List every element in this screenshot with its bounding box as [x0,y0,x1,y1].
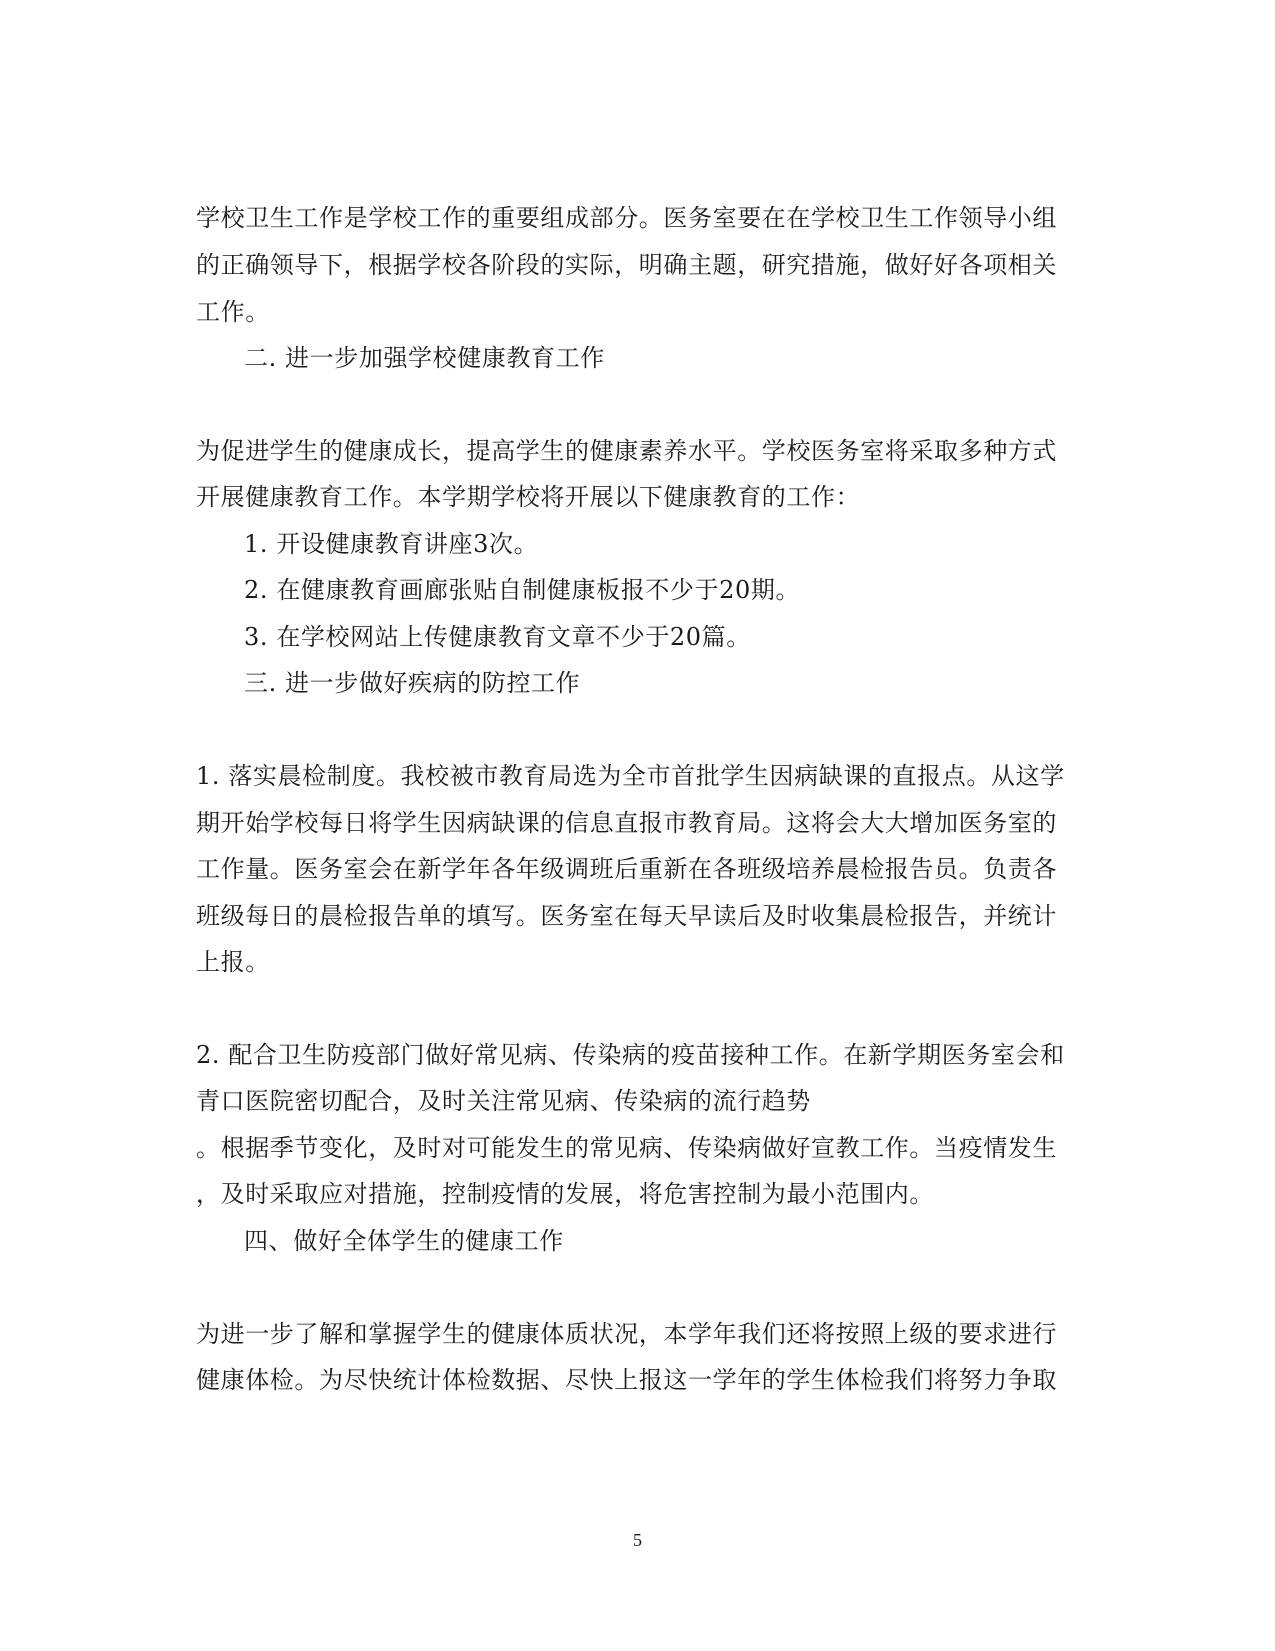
section-4-heading: 四、做好全体学生的健康工作 [244,1227,564,1255]
section-3-item-1-line-2: 期开始学校每日将学生因病缺课的信息直报市教育局。这将会大大增加医务室的 [196,809,1057,837]
section-3-item-1-line-5: 上报。 [196,948,270,976]
section-2-heading: 二. 进一步加强学校健康教育工作 [244,344,605,372]
section-4-paragraph-line-2: 健康体检。为尽快统计体检数据、尽快上报这一学年的学生体检我们将努力争取 [196,1366,1057,1394]
section-3-heading: 三. 进一步做好疾病的防控工作 [244,669,581,697]
page-number: 5 [633,1530,642,1550]
section-3-item-1-line-4: 班级每日的晨检报告单的填写。医务室在每天早读后及时收集晨检报告，并统计 [196,902,1057,930]
section-2-paragraph-line-2: 开展健康教育工作。本学期学校将开展以下健康教育的工作： [196,483,861,511]
section-3-item-2-line-3: 。根据季节变化，及时对可能发生的常见病、传染病做好宣教工作。当疫情发生 [196,1134,1057,1162]
section-2-item-1: 1. 开设健康教育讲座3次。 [244,530,539,558]
intro-line-1: 学校卫生工作是学校工作的重要组成部分。医务室要在在学校卫生工作领导小组 [196,204,1057,232]
section-2-paragraph-line-1: 为促进学生的健康成长，提高学生的健康素养水平。学校医务室将采取多种方式 [196,437,1057,465]
intro-line-3: 工作。 [196,298,270,326]
section-2-item-2: 2. 在健康教育画廊张贴自制健康板报不少于20期。 [244,576,801,604]
section-3-item-1-line-3: 工作量。医务室会在新学年各年级调班后重新在各班级培养晨检报告员。负责各 [196,855,1057,883]
section-3-item-2-line-2: 青口医院密切配合，及时关注常见病、传染病的流行趋势 [196,1087,811,1115]
section-4-paragraph-line-1: 为进一步了解和掌握学生的健康体质状况，本学年我们还将按照上级的要求进行 [196,1320,1057,1348]
section-3-item-1-line-1: 1. 落实晨检制度。我校被市教育局选为全市首批学生因病缺课的直报点。从这学 [196,762,1065,790]
section-3-item-2-line-1: 2. 配合卫生防疫部门做好常见病、传染病的疫苗接种工作。在新学期医务室会和 [196,1041,1065,1069]
intro-line-2: 的正确领导下，根据学校各阶段的实际，明确主题，研究措施，做好好各项相关 [196,251,1057,279]
section-2-item-3: 3. 在学校网站上传健康教育文章不少于20篇。 [244,623,751,651]
section-3-item-2-line-4: ，及时采取应对措施，控制疫情的发展，将危害控制为最小范围内。 [196,1180,934,1208]
